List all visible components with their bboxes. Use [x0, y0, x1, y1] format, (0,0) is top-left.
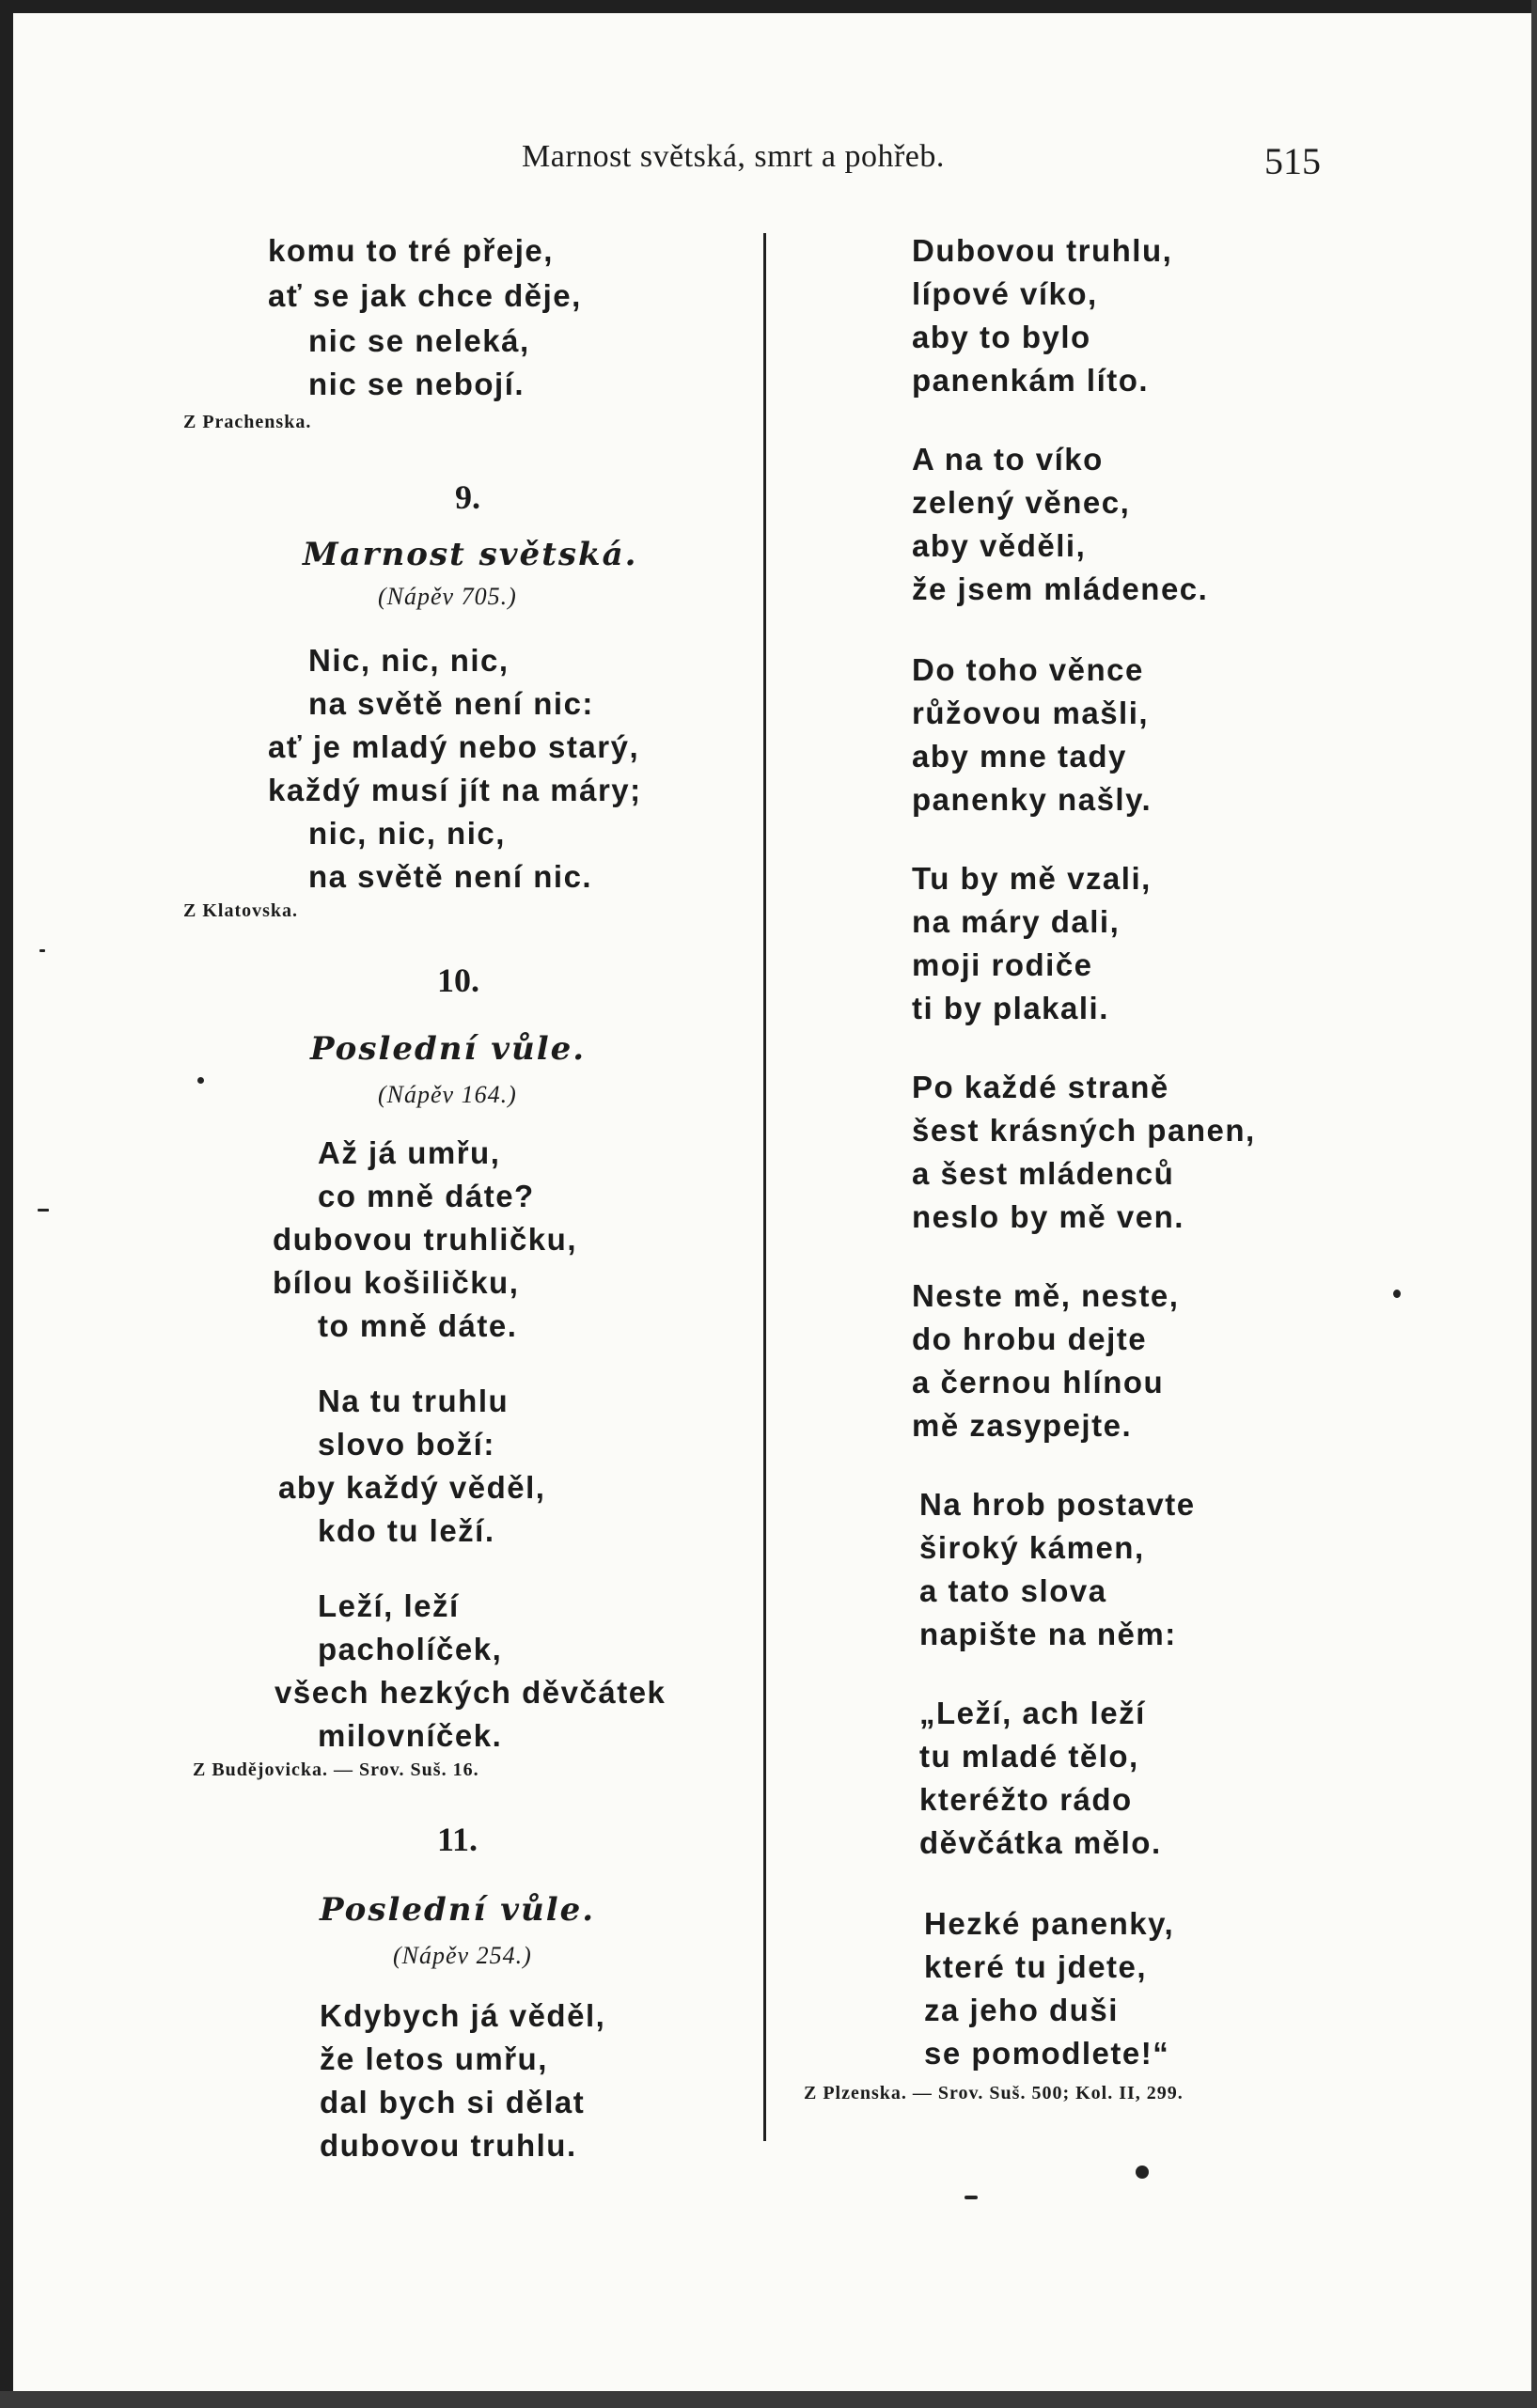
- scan-speck: [1393, 1290, 1401, 1298]
- source-note: Z Budějovicka. — Srov. Suš. 16.: [193, 1759, 479, 1780]
- song-title: Marnost světská.: [303, 536, 638, 573]
- poem-line: bílou košiličku,: [273, 1265, 520, 1300]
- poem-line: na máry dali,: [912, 904, 1121, 939]
- poem-line: dal bych si dělat: [320, 2085, 586, 2119]
- poem-line: Tu by mě vzali,: [912, 861, 1152, 896]
- scan-speck: [38, 1209, 49, 1212]
- poem-line: aby mne tady: [912, 739, 1127, 774]
- poem-line: pacholíček,: [318, 1632, 503, 1666]
- poem-line: zelený věnec,: [912, 485, 1131, 520]
- poem-line: komu to tré přeje,: [268, 233, 554, 268]
- poem-line: Do toho věnce: [912, 652, 1144, 687]
- poem-line: dubovou truhlu.: [320, 2128, 577, 2163]
- scan-speck: [197, 1077, 204, 1084]
- song-title: Poslední vůle.: [310, 1030, 587, 1068]
- poem-line: lípové víko,: [912, 276, 1098, 311]
- poem-line: a šest mládenců: [912, 1156, 1175, 1191]
- poem-line: neslo by mě ven.: [912, 1199, 1184, 1234]
- source-note: Z Klatovska.: [183, 900, 299, 921]
- song-number: 11.: [437, 1821, 478, 1858]
- poem-line: šest krásných panen,: [912, 1113, 1256, 1148]
- poem-line: do hrobu dejte: [912, 1321, 1148, 1356]
- poem-line: aby každý věděl,: [278, 1470, 546, 1505]
- poem-line: to mně dáte.: [318, 1308, 518, 1343]
- melody-reference: (Nápěv 254.): [393, 1942, 532, 1969]
- poem-line: Na tu truhlu: [318, 1384, 510, 1418]
- poem-line: na světě není nic:: [308, 686, 594, 721]
- poem-line: všech hezkých děvčátek: [274, 1675, 667, 1710]
- song-number: 10.: [437, 962, 479, 999]
- song-number: 9.: [455, 478, 480, 516]
- poem-line: Kdybych já věděl,: [320, 1998, 606, 2033]
- poem-line: nic se neleká,: [308, 323, 530, 358]
- poem-line: na světě není nic.: [308, 859, 593, 894]
- poem-line: ať je mladý nebo starý,: [268, 729, 640, 764]
- poem-line: ti by plakali.: [912, 991, 1109, 1025]
- poem-line: tu mladé tělo,: [919, 1739, 1139, 1774]
- poem-line: Na hrob postavte: [919, 1487, 1196, 1522]
- poem-line: kdo tu leží.: [318, 1513, 495, 1548]
- poem-line: Neste mě, neste,: [912, 1278, 1180, 1313]
- poem-line: každý musí jít na máry;: [268, 773, 642, 807]
- poem-line: nic, nic, nic,: [308, 816, 506, 851]
- poem-line: co mně dáte?: [318, 1179, 535, 1213]
- poem-line: kteréžto rádo: [919, 1782, 1133, 1817]
- poem-line: milovníček.: [318, 1718, 503, 1753]
- poem-line: že letos umřu,: [320, 2041, 548, 2076]
- poem-line: které tu jdete,: [924, 1949, 1148, 1984]
- poem-line: růžovou mašli,: [912, 696, 1150, 730]
- scan-border-top: [0, 0, 1537, 13]
- poem-line: za jeho duši: [924, 1993, 1119, 2027]
- scan-speck: [39, 949, 45, 952]
- scan-speck: [1136, 2166, 1149, 2179]
- scan-border-left: [0, 0, 13, 2408]
- melody-reference: (Nápěv 164.): [378, 1081, 517, 1108]
- poem-line: aby to bylo: [912, 320, 1091, 354]
- poem-line: se pomodlete!“: [924, 2036, 1170, 2071]
- poem-line: panenky našly.: [912, 782, 1153, 817]
- poem-line: aby věděli,: [912, 528, 1087, 563]
- poem-line: slovo boží:: [318, 1427, 495, 1462]
- source-note: Z Prachenska.: [183, 412, 312, 432]
- melody-reference: (Nápěv 705.): [378, 583, 517, 610]
- scan-border-right: [1531, 0, 1537, 2408]
- poem-line: že jsem mládenec.: [912, 571, 1209, 606]
- scan-speck: [965, 2196, 978, 2199]
- poem-line: moji rodiče: [912, 947, 1093, 982]
- poem-line: Hezké panenky,: [924, 1906, 1175, 1941]
- poem-line: Dubovou truhlu,: [912, 233, 1173, 268]
- page-number: 515: [1264, 140, 1321, 182]
- poem-line: panenkám líto.: [912, 363, 1150, 398]
- poem-line: Po každé straně: [912, 1070, 1169, 1104]
- poem-line: Nic, nic, nic,: [308, 643, 510, 678]
- poem-line: Až já umřu,: [318, 1135, 501, 1170]
- poem-line: děvčátka mělo.: [919, 1825, 1162, 1860]
- poem-line: dubovou truhličku,: [273, 1222, 577, 1257]
- column-divider: [763, 233, 766, 2141]
- poem-line: ať se jak chce děje,: [268, 278, 582, 313]
- poem-line: Leží, leží: [318, 1588, 460, 1623]
- poem-line: A na to víko: [912, 442, 1104, 477]
- poem-line: napište na něm:: [919, 1617, 1177, 1651]
- poem-line: široký kámen,: [919, 1530, 1145, 1565]
- poem-line: a černou hlínou: [912, 1365, 1165, 1399]
- poem-line: a tato slova: [919, 1573, 1107, 1608]
- source-note: Z Plzenska. — Srov. Suš. 500; Kol. II, 299.: [804, 2083, 1184, 2103]
- running-title: Marnost světská, smrt a pohřeb.: [522, 139, 945, 174]
- poem-line: „Leží, ach leží: [919, 1696, 1146, 1730]
- scan-border-bottom: [0, 2391, 1537, 2408]
- poem-line: mě zasypejte.: [912, 1408, 1133, 1443]
- poem-line: nic se nebojí.: [308, 367, 525, 401]
- song-title: Poslední vůle.: [320, 1891, 596, 1929]
